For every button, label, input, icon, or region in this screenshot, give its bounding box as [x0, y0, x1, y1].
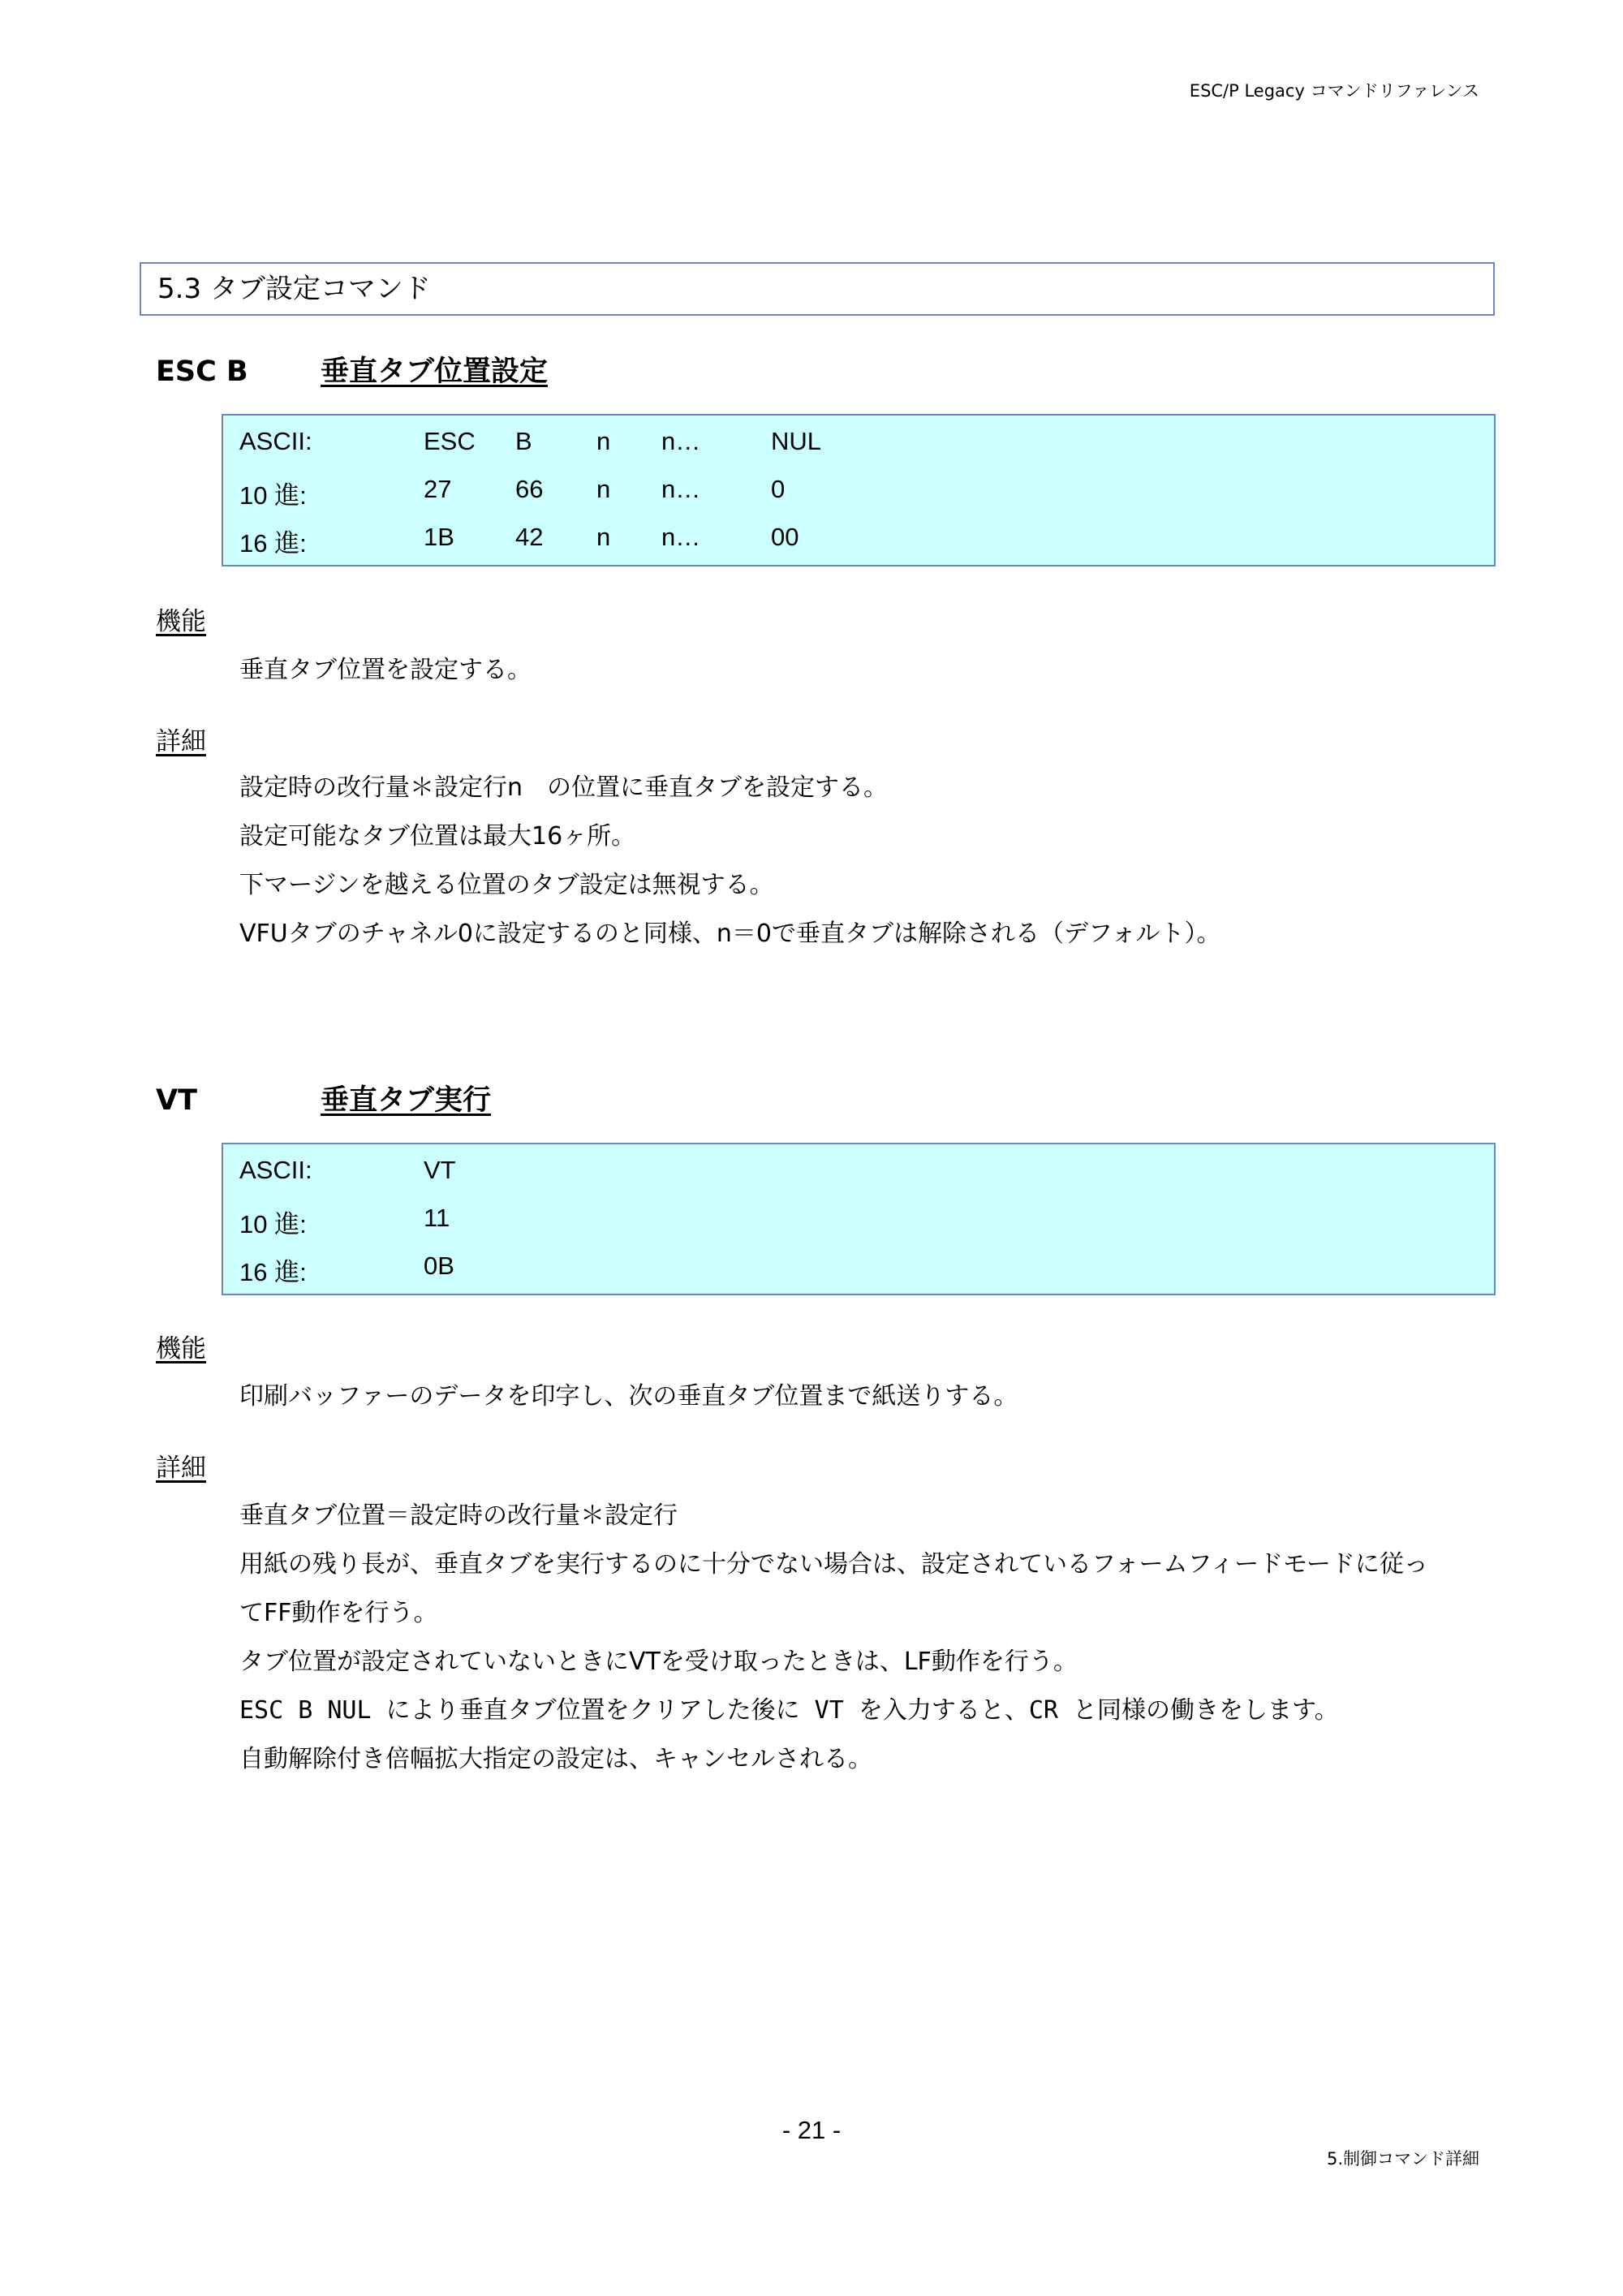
cell: n	[596, 475, 611, 503]
cell: 00	[771, 523, 799, 551]
detail-line: 自動解除付き倍幅拡大指定の設定は、キャンセルされる。	[239, 1745, 872, 1773]
page-number: - 21 -	[781, 2116, 842, 2144]
cell: n	[596, 427, 611, 455]
row-label: 16 進:	[239, 1258, 307, 1286]
cell: 27	[424, 475, 452, 503]
cell: 1B	[424, 523, 454, 551]
command-heading-vt	[156, 1078, 491, 1118]
detail-line: 下マージンを越える位置のタブ設定は無視する。	[239, 871, 774, 899]
cell: 42	[515, 523, 544, 551]
row-label: 10 進:	[239, 481, 307, 510]
command-heading-esc-b	[156, 349, 548, 390]
code-table-esc-b	[222, 414, 1496, 566]
row-label: 10 進:	[239, 1210, 307, 1238]
cell: n	[596, 523, 611, 551]
detail-line: 垂直タブ位置＝設定時の改行量＊設定行	[239, 1501, 678, 1530]
running-footer: 5.制御コマンド詳細	[1326, 2149, 1479, 2169]
cell: ESC	[424, 427, 476, 455]
function-text: 印刷バッファーのデータを印字し、次の垂直タブ位置まで紙送りする。	[239, 1382, 1018, 1411]
row-label: ASCII:	[239, 427, 312, 455]
code-table-vt	[222, 1143, 1496, 1295]
cell: B	[515, 427, 532, 455]
detail-line: VFUタブのチャネル0に設定するのと同様、n＝0で垂直タブは解除される（デフォルト）。	[239, 920, 1221, 948]
function-text: 垂直タブ位置を設定する。	[239, 656, 532, 684]
cell: 0	[771, 475, 786, 503]
detail-line: てFF動作を行う。	[239, 1599, 438, 1627]
detail-line: 設定時の改行量＊設定行n の位置に垂直タブを設定する。	[239, 773, 889, 802]
command-name: 垂直タブ実行	[321, 1084, 492, 1117]
cell: n…	[661, 427, 701, 455]
function-label: 機能	[156, 607, 206, 636]
cell: n…	[661, 475, 701, 503]
details-label: 詳細	[156, 727, 206, 756]
command-code: ESC B	[156, 355, 248, 388]
detail-line: ESC B NUL により垂直タブ位置をクリアした後に VT を入力すると、CR と同様の働きをします。	[239, 1696, 1339, 1725]
details-label: 詳細	[156, 1454, 206, 1483]
function-label: 機能	[156, 1334, 206, 1363]
detail-line: 設定可能なタブ位置は最大16ヶ所。	[239, 822, 636, 851]
command-code: VT	[156, 1084, 197, 1117]
command-name: 垂直タブ位置設定	[321, 355, 549, 388]
cell: VT	[424, 1156, 456, 1184]
cell: 66	[515, 475, 544, 503]
detail-line: 用紙の残り長が、垂直タブを実行するのに十分でない場合は、設定されているフォームフィードモードに従っ	[239, 1550, 1428, 1579]
row-label: ASCII:	[239, 1156, 312, 1184]
cell: 0B	[424, 1251, 454, 1280]
cell: n…	[661, 523, 701, 551]
cell: 11	[424, 1204, 450, 1232]
cell: NUL	[771, 427, 822, 455]
section-title: 5.3 タブ設定コマンド	[140, 262, 1495, 316]
running-header: ESC/P Legacy コマンドリファレンス	[1189, 81, 1479, 101]
detail-line: タブ位置が設定されていないときにVTを受け取ったときは、LF動作を行う。	[239, 1648, 1078, 1676]
row-label: 16 進:	[239, 529, 307, 558]
